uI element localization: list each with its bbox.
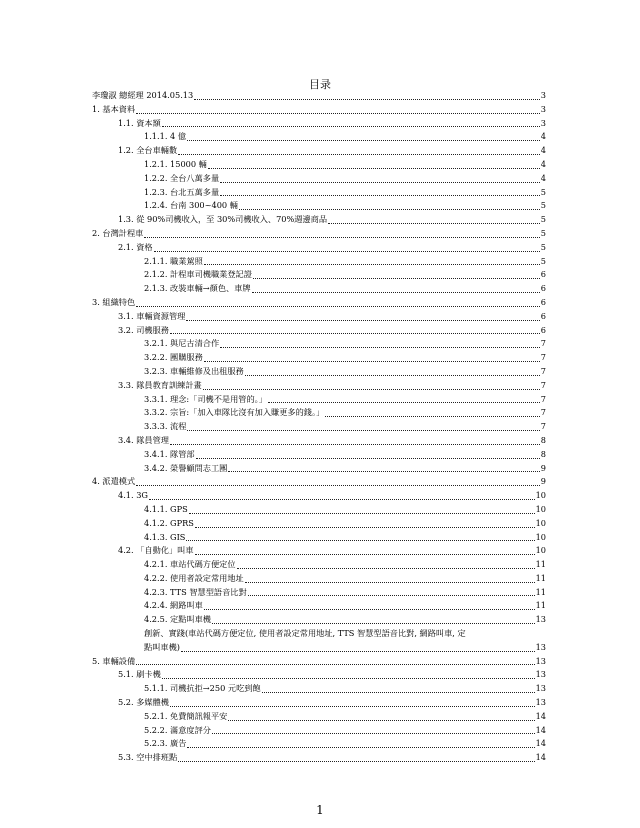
toc-entry-label: 2.1.2. 計程車司機職業登記證	[144, 269, 252, 280]
dot-leader	[203, 389, 540, 390]
toc-entry-label: 1.3. 從 90%司機收入，至 30%司機收入、70%週邊商品	[118, 214, 328, 225]
toc-entry-label: 3.3.3. 流程	[144, 421, 187, 432]
toc-entry-label: 3.3.2. 宗旨:「加入車隊比沒有加入賺更多的錢。」	[144, 407, 325, 418]
dot-leader	[262, 692, 535, 693]
toc-entry-label: 5. 車輛設備	[92, 655, 136, 666]
toc-entry-page: 10	[535, 503, 546, 514]
toc-entry-page: 8	[540, 448, 546, 459]
toc-entry-label: 點叫車機)	[144, 641, 180, 652]
toc-entry[interactable]	[92, 255, 546, 269]
dot-leader	[194, 99, 540, 100]
dot-leader	[212, 623, 535, 624]
toc-entry-label: 4.2. 「自動化」叫車	[118, 545, 194, 556]
toc-entry[interactable]	[92, 241, 546, 255]
toc-entry-wrapped-line: 創新、實踐(車站代碼方便定位, 使用者設定常用地址, TTS 智慧型語音比對, 網路叫車, 定	[144, 628, 466, 639]
toc-entry-page: 10	[535, 545, 546, 556]
dot-leader	[268, 402, 540, 403]
toc-entry-label: 4. 派遣模式	[92, 476, 136, 487]
dot-leader	[237, 568, 535, 569]
toc-entry-label: 3.3. 隊員教育訓練計畫	[118, 379, 202, 390]
toc-entry[interactable]	[92, 696, 546, 710]
toc-entry-label: 2.1. 資格	[118, 241, 153, 252]
toc-entry[interactable]	[92, 393, 546, 407]
dot-leader	[170, 706, 535, 707]
dot-leader	[220, 347, 540, 348]
dot-leader	[204, 264, 540, 265]
toc-entry-label: 5.2. 多媒體機	[118, 697, 169, 708]
toc-entry-label: 1.2.3. 台北五萬多量	[144, 186, 220, 197]
toc-entry-page: 4	[540, 172, 546, 183]
toc-entry-label: 1.2. 全台車輛數	[118, 145, 178, 156]
dot-leader	[228, 720, 534, 721]
toc-entry[interactable]	[92, 710, 546, 724]
toc-entry-label: 3.2.3. 車輛維修及出租服務	[144, 365, 244, 376]
toc-entry-page: 4	[540, 158, 546, 169]
toc-entry-label: 2.1.1. 職業駕照	[144, 255, 203, 266]
dot-leader	[252, 292, 540, 293]
toc-entry-page: 7	[540, 393, 546, 404]
toc-entry[interactable]	[92, 531, 546, 545]
toc-entry[interactable]	[92, 434, 546, 448]
toc-entry[interactable]	[92, 130, 546, 144]
toc-entry-label: 5.1. 刷卡機	[118, 669, 161, 680]
toc-entry[interactable]	[92, 599, 546, 613]
toc-entry[interactable]	[92, 462, 546, 476]
toc-entry-label: 2.1.3. 改裝車輛→顏色、車牌	[144, 283, 251, 294]
toc-entry[interactable]	[92, 613, 546, 627]
toc-entry-label: 3.1. 車輛資源管理	[118, 310, 186, 321]
toc-entry-label: 5.3. 空中排班點	[118, 752, 178, 763]
toc-entry[interactable]	[92, 227, 546, 241]
dot-leader	[136, 306, 540, 307]
toc-entry-label: 1.1. 資本額	[118, 117, 161, 128]
toc-entry[interactable]	[92, 213, 546, 227]
toc-entry[interactable]	[92, 268, 546, 282]
toc-entry-page: 14	[535, 752, 546, 763]
toc-entry-page: 7	[540, 338, 546, 349]
dot-leader	[204, 609, 535, 610]
toc-entry[interactable]	[92, 420, 546, 434]
dot-leader	[136, 113, 540, 114]
toc-entry[interactable]	[92, 668, 546, 682]
dot-leader	[186, 540, 534, 541]
dot-leader	[187, 430, 539, 431]
dot-leader	[162, 126, 540, 127]
dot-leader	[220, 195, 540, 196]
toc-entry[interactable]	[92, 337, 546, 351]
toc-entry-label: 1.2.2. 全台八萬多量	[144, 172, 220, 183]
toc-entry-page: 13	[535, 683, 546, 694]
toc-entry-page: 14	[535, 738, 546, 749]
toc-entry-page: 7	[540, 352, 546, 363]
toc-entry-page: 9	[540, 462, 546, 473]
dot-leader	[208, 168, 540, 169]
dot-leader	[245, 375, 540, 376]
dot-leader	[239, 209, 540, 210]
toc-entry[interactable]	[92, 282, 546, 296]
toc-entry[interactable]	[92, 517, 546, 531]
dot-leader	[181, 651, 535, 652]
toc-entry[interactable]	[92, 544, 546, 558]
toc-entry[interactable]	[92, 503, 546, 517]
toc-entry-page: 6	[540, 269, 546, 280]
dot-leader	[195, 527, 535, 528]
toc-entry-label: 1.2.4. 台南 300~400 輛	[144, 200, 238, 211]
toc-entry-page: 11	[535, 572, 546, 583]
toc-entry-page: 9	[540, 476, 546, 487]
dot-leader	[204, 361, 540, 362]
toc-entry[interactable]	[92, 448, 546, 462]
toc-entry-page: 5	[540, 200, 546, 211]
dot-leader	[170, 333, 540, 334]
dot-leader	[228, 471, 539, 472]
dot-leader	[149, 499, 535, 500]
dot-leader	[144, 237, 539, 238]
dot-leader	[328, 223, 540, 224]
toc-entry-label: 5.1.1. 司機抗拒→250 元吃到飽	[144, 683, 261, 694]
toc-entry-label: 4.1.2. GPRS	[144, 517, 194, 528]
toc-entry-page: 10	[535, 517, 546, 528]
toc-entry[interactable]	[92, 324, 546, 338]
toc-entry-label: 3.3.1. 理念:「司機不是用管的。」	[144, 393, 267, 404]
toc-entry-page: 5	[540, 214, 546, 225]
toc-entry[interactable]	[92, 586, 546, 600]
toc-entry-page: 14	[535, 710, 546, 721]
toc-entry[interactable]	[92, 310, 546, 324]
toc-entry-page: 6	[540, 324, 546, 335]
dot-leader	[136, 485, 540, 486]
toc-entry[interactable]	[92, 724, 546, 738]
toc-entry-label: 4.2.3. TTS 智慧型語音比對	[144, 586, 247, 597]
dot-leader	[162, 678, 535, 679]
toc-entry-page: 10	[535, 490, 546, 501]
toc-entry[interactable]	[92, 103, 546, 117]
toc-entry-label: 5.2.2. 滿意度評分	[144, 724, 211, 735]
toc-entry-label: 3.4.1. 隊管部	[144, 448, 195, 459]
toc-entry[interactable]	[92, 365, 546, 379]
dot-leader	[196, 458, 540, 459]
toc-entry[interactable]	[92, 158, 546, 172]
toc-entry-page: 7	[540, 407, 546, 418]
toc-entry-label: 3.2. 司機服務	[118, 324, 169, 335]
toc-entry[interactable]	[92, 89, 546, 103]
toc-entry[interactable]	[92, 751, 546, 765]
toc-entry-page: 6	[540, 283, 546, 294]
toc-entry[interactable]	[92, 351, 546, 365]
toc-entry[interactable]	[92, 475, 546, 489]
toc-entry[interactable]	[92, 737, 546, 751]
toc-entry-label: 5.2.3. 廣告	[144, 738, 187, 749]
dot-leader	[245, 582, 535, 583]
toc-entry-label: 4.1. 3G	[118, 490, 148, 501]
toc-entry[interactable]	[92, 172, 546, 186]
dot-leader	[170, 444, 540, 445]
dot-leader	[189, 513, 535, 514]
dot-leader	[220, 182, 540, 183]
dot-leader	[178, 154, 540, 155]
dot-leader	[178, 761, 534, 762]
toc-entry-label: 1. 基本資料	[92, 103, 136, 114]
dot-leader	[186, 320, 539, 321]
toc-entry-label: 5.2.1. 免費簡訊報平安	[144, 710, 228, 721]
toc-entry-page: 13	[535, 655, 546, 666]
toc-entry[interactable]	[92, 117, 546, 131]
toc-entry-label: 4.1.3. GIS	[144, 531, 186, 542]
toc-entry-label: 1.1.1. 4 億	[144, 131, 187, 142]
toc-entry-page: 5	[540, 186, 546, 197]
toc-entry[interactable]	[92, 186, 546, 200]
toc-entry-page: 8	[540, 434, 546, 445]
toc-entry[interactable]	[92, 489, 546, 503]
toc-entry-page: 13	[535, 669, 546, 680]
toc-entry[interactable]	[92, 144, 546, 158]
toc-entry-page: 4	[540, 145, 546, 156]
toc-entry-page: 13	[535, 697, 546, 708]
toc-entry[interactable]	[92, 296, 546, 310]
toc-entry[interactable]	[92, 682, 546, 696]
toc-entry-page: 14	[535, 724, 546, 735]
toc-entry-page: 3	[540, 90, 546, 100]
dot-leader	[253, 278, 540, 279]
table-of-contents	[92, 89, 546, 765]
toc-entry-label: 4.1.1. GPS	[144, 503, 188, 514]
toc-entry-page: 13	[535, 641, 546, 652]
toc-entry-page: 13	[535, 614, 546, 625]
toc-entry-page: 6	[540, 310, 546, 321]
toc-entry-page: 4	[540, 131, 546, 142]
dot-leader	[187, 140, 540, 141]
toc-entry-label: 李瓊淑 總經理 2014.05.13	[92, 90, 194, 100]
toc-entry[interactable]	[92, 558, 546, 572]
toc-entry-label: 3.2.1. 與尼古清合作	[144, 338, 220, 349]
toc-entry[interactable]	[92, 641, 546, 655]
dot-leader	[195, 554, 535, 555]
toc-entry[interactable]	[92, 199, 546, 213]
toc-entry-page: 7	[540, 379, 546, 390]
toc-entry-label: 4.2.2. 使用者設定常用地址	[144, 572, 244, 583]
toc-entry-label: 3.4.2. 榮譽顧問志工團	[144, 462, 228, 473]
dot-leader	[154, 251, 540, 252]
toc-entry-label: 4.2.4. 網路叫車	[144, 600, 203, 611]
dot-leader	[325, 416, 540, 417]
toc-entry-page: 5	[540, 227, 546, 238]
toc-entry-label: 2. 台灣計程車	[92, 227, 144, 238]
toc-entry-label: 4.2.1. 車站代碼方便定位	[144, 559, 236, 570]
toc-entry-page: 6	[540, 296, 546, 307]
toc-entry-page: 7	[540, 421, 546, 432]
toc-entry-label: 3.4. 隊員管理	[118, 434, 169, 445]
toc-entry-page: 3	[540, 103, 546, 114]
toc-entry[interactable]	[92, 406, 546, 420]
toc-entry-label: 4.2.5. 定點叫車機	[144, 614, 211, 625]
dot-leader	[248, 595, 535, 596]
toc-entry[interactable]	[92, 655, 546, 669]
page-number: 1	[316, 803, 324, 817]
toc-title: 目录	[309, 78, 331, 91]
toc-entry-page: 11	[535, 600, 546, 611]
toc-entry[interactable]	[92, 572, 546, 586]
toc-entry-page: 10	[535, 531, 546, 542]
toc-entry-label: 3.2.2. 團購服務	[144, 352, 203, 363]
toc-entry-page: 5	[540, 241, 546, 252]
toc-entry-label: 1.2.1. 15000 輛	[144, 158, 207, 169]
toc-entry-page: 11	[535, 559, 546, 570]
dot-leader	[136, 664, 534, 665]
toc-entry-page: 3	[540, 117, 546, 128]
toc-entry-page: 5	[540, 255, 546, 266]
dot-leader	[187, 747, 534, 748]
toc-entry-label: 3. 組織特色	[92, 296, 136, 307]
toc-entry[interactable]	[92, 379, 546, 393]
toc-entry-page: 11	[535, 586, 546, 597]
toc-entry-page: 7	[540, 365, 546, 376]
dot-leader	[212, 733, 535, 734]
